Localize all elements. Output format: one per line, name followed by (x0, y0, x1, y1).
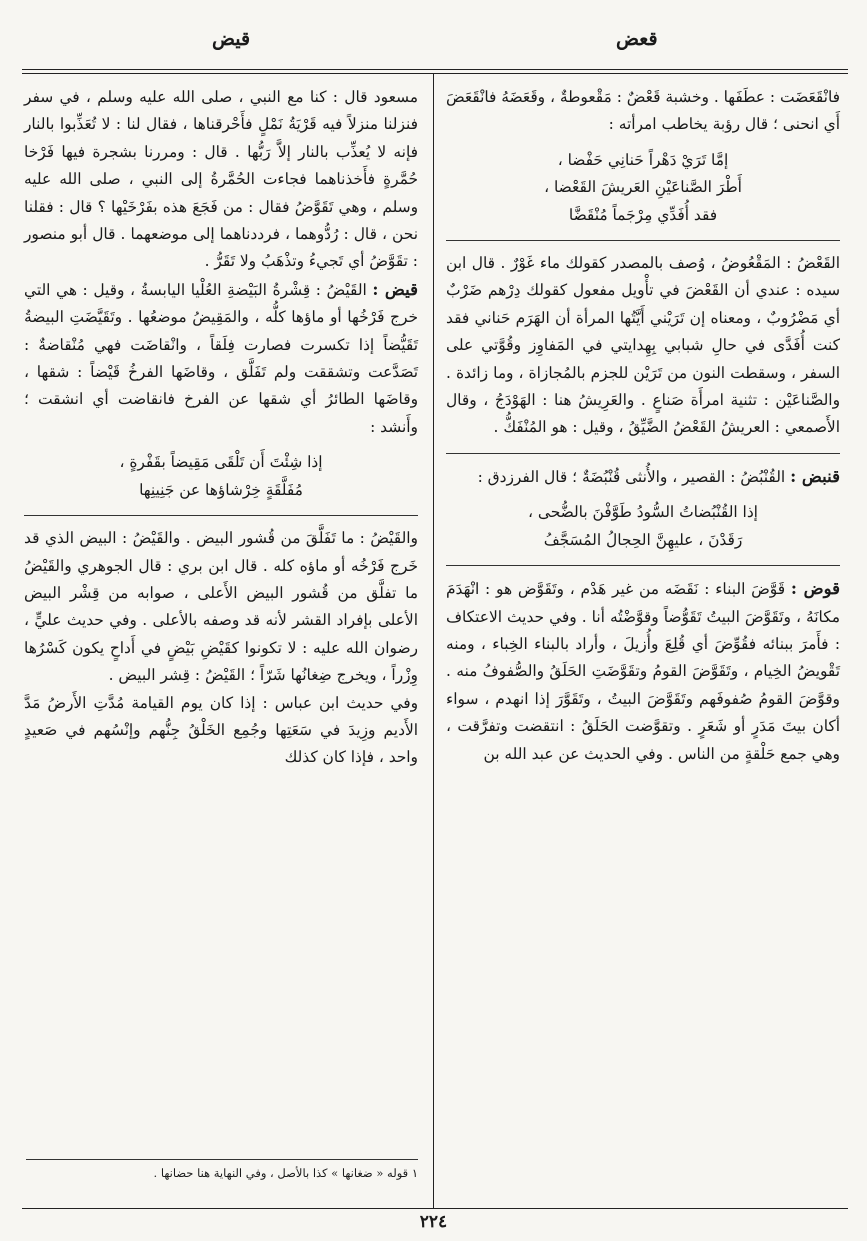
verse-line: إذا شِئْتَ أَن تَلْقَى مَقِيضاً بقَفْرةٍ ، (119, 453, 323, 472)
entry-text: قَوَّضَ البناء : نَقَضَه من غير هَدْم ، وتَقَوَّض هو : انْهَدَمَ مكانَهُ ، وتَقَوَّضَ البيتُ تَقَوُّضاً وقوَّضْتُه أنا . وفي حديث الاعتكاف : فأَمرَ ببنائه فقُوِّضَ أي قُلِعَ وأُزيلَ ، وأراد بالبناء الخِباء ، ومنه تَقْويضُ الخِيام ، وتَقَوَّضَ القومُ وتقَوَّضَتِ الحَلَقُ والصُّفوفُ منه . وقوَّضَ القومُ صُفوفَهم وتَقَوَّضَ البيتُ ، وتَقَوَّرَ إذا انهدم ، سواء أكان بيتَ مَدَرٍ أو شَعَرٍ . وتقوَّضت الحَلَقُ : انتقضت وتفرَّقت ، وهي جمع حَلْقةٍ من الناس . وفي الحديث عن عبد الله بن (446, 580, 840, 763)
verse-farazdaq (446, 499, 840, 554)
entry-qad-definition: القَعْضُ : المَقْعُوضُ ، وُصف بالمصدر كقولك ماء غَوْرٌ . قال ابن سيده : عندي أن القَعْضَ في تأْويل مفعول كقولك دِرْهم ضَرْبٌ أي مَضْرُوبٌ ، ومعناه إن تَرَيْني أَيَّتُها المرأة أن الهَرَم حَناني فقد كنت أُفَدَّى في حالِ شبابي بِهِدايتي في المَفاوِز وقُوَّتي على السفر ، وسقطت النون من تَرَيْن للجزم بالمُجازاة ، وما زائدة . والصَّناعَيْن : تثنية امرأَة صَناعٍ . والعَرِيشُ هنا : الهَوْدَجُ ، وقال الأَصمعي : العريشُ القَعْضُ الضَّيِّقُ ، وقيل : هو المُنْفَكُّ . (446, 254, 840, 437)
footnote: ١ قوله « ضغانها » كذا بالأصل ، وفي النهاية هنا حضانها . (153, 1166, 418, 1180)
running-header-right: قعض (616, 28, 658, 50)
verse-qayd (24, 449, 418, 504)
right-column (446, 84, 840, 768)
entry-qayd-hadith: وفي حديث ابن عباس : إذا كان يوم القيامة مُدَّتِ الأَرضُ مَدَّ الأَديم وزِيدَ في سَعَتِها وجُمِع الخَلْقُ جِنُّهم وإنْسُهم في صَعيدٍ واحد ، فإذا كان كذلك (24, 693, 418, 767)
verse-line: إذا القُنْبُضاتُ السُّودُ طَوَّفْنَ بالضُّحى ، (528, 503, 758, 522)
header-rule-inner (22, 73, 848, 74)
verse-line: إمَّا تَرَيْ دَهْراً حَنانِي حَفْضا ، (557, 150, 729, 169)
headword-qayd: قيض : (372, 279, 418, 299)
entry-qayd (24, 276, 418, 441)
verse-line: رَقَدْنَ ، عليهِنَّ الحِجالُ المُسَجَّفُ (543, 530, 743, 549)
running-header-left: قيض (212, 28, 251, 50)
entry-qad-continuation: فانْقَعَضَت : عطَفَها . وخشبة قَعْضٌ : مَقْعوطةٌ ، وقَعَضَهُ فانْقَعَضَ أَي انحنى ؛ قال رؤبة يخاطب امرأته : (446, 88, 840, 134)
entry-text: القَيْضُ : قِشْرةُ البَيْضةِ العُلْيا اليابسةُ ، وقيل : هي التي خرج فَرْخُها أو ماؤها كلُّه ، والمَقِيضُ موضعُها . وتَقَيَّضَتِ البيضةُ تَقَيُّضاً إذا تكسرت فصارت فِلَقاً ، وانْقاضَت فهي مُنْقاضةٌ : تَصَدَّعت وتشققت ولم تَفَلَّق ، وقاضَها الفرخُ قَيْضاً : شقها ، وقاضَها الطائرُ أي شقها عن الفرخ فانقاضت أي انشقت ؛ وأَنشد : (24, 280, 418, 436)
column-divider (433, 74, 434, 1208)
headword-qawd: قوض : (790, 579, 840, 599)
verse-line: مُفَلَّقَةٍ خِرْشاؤها عن جَنِينِها (139, 480, 303, 499)
verse-line: فقد أُفَدِّي مِرْجَماً مُنْقَضَّا (568, 205, 718, 224)
entry-qawd (446, 575, 840, 768)
entry-separator (446, 453, 840, 454)
footer-rule (22, 1208, 848, 1209)
left-column (24, 84, 418, 1174)
entry-separator (24, 515, 418, 516)
verse-ruba (446, 147, 840, 229)
headword-qanbad: قنبض : (790, 466, 840, 486)
header-rule (22, 69, 848, 70)
entry-qayd-definition: والقَيْضُ : ما تَفَلَّقَ من قُشور البيض . والقَيْضُ : البيض الذي قد خَرج فَرْخُه أو ماؤه كله . قال ابن بري : قال الجوهري والقَيْضُ ما تفلَّق من قُشور البيض الأَعلى ، صوابه من قِشْر البيض الأعلى بإفراد القشر لأنه قد وصفه بالأعلى . وفي حديث عليٍّ ، رضوان الله عليه : لا تكونوا كقَيْضِ بَيْضٍ في أَداحٍ يكون كَسْرُها وِزْراً ، ويخرج ضِغانُها شَرّاً ؛ القَيْضُ : قِشر البيض . (24, 529, 418, 685)
entry-text: القُنْبُضُ : القصير ، والأُنثى قُنْبُضَةٌ ؛ قال الفرزدق : (477, 467, 786, 486)
entry-qanbad (446, 463, 840, 491)
entry-separator (446, 240, 840, 241)
footnote-rule (26, 1159, 418, 1160)
entry-separator (446, 565, 840, 566)
verse-line: أَطْرَ الصَّناعَيْنِ العَريشَ القَعْضا ، (544, 178, 742, 197)
entry-qawd-continuation: مسعود قال : كنا مع النبي ، صلى الله عليه وسلم ، في سفر فنزلنا منزلاً فيه قَرْيَةُ نَمْلٍ فأَحْرقناها ، فقال لنا : لا تُعَذِّبوا بالنار فإنه لا يُعذِّب بالنار إلاَّ رَبُّها . قال : ومررنا بشجرة فيها فَرْخا حُمَّرةٍ فأَخذناهما فجاءت الحُمَّرةُ إلى النبي ، صلى الله عليه وسلم ، وهي تَقَوَّضُ فقال : من فَجَعَ هذه بفَرْخَيْها ؟ قال : فقلنا نحن ، قال : رُدُّوهما ، فرددناهما إلى موضعهما . قال أبو منصور : تقَوَّضُ أي تَجيءُ وتذْهَبُ ولا تَقَرُّ . (24, 88, 418, 271)
page-number: ٢٢٤ (419, 1212, 448, 1232)
